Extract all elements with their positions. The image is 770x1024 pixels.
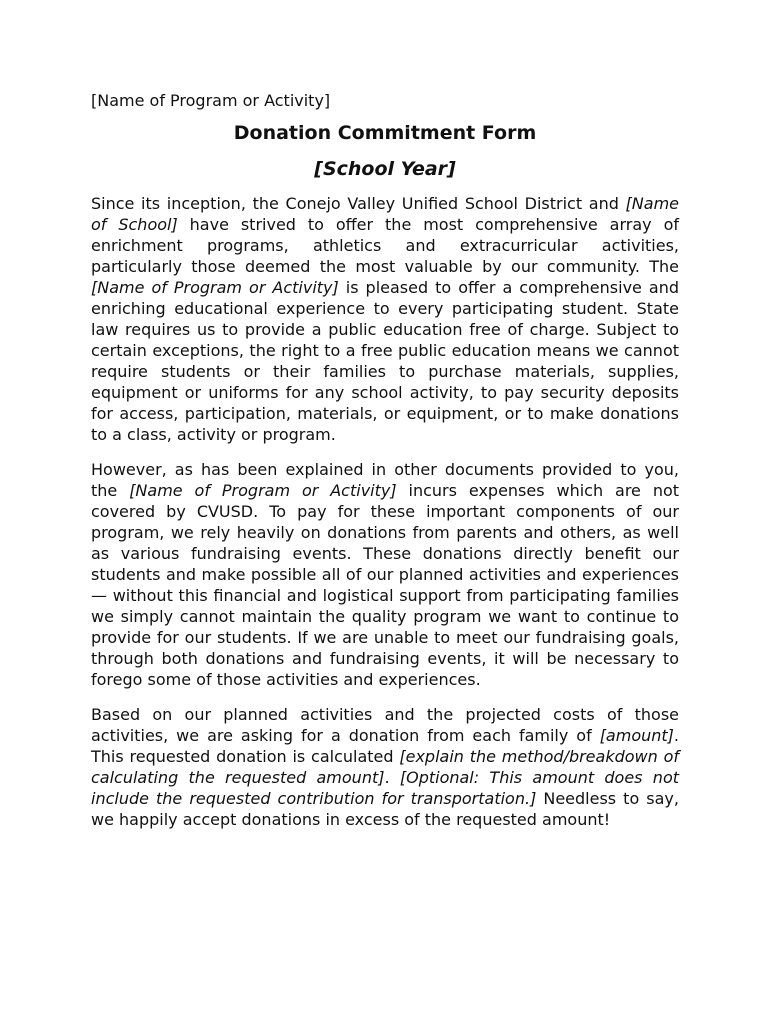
text-run: Since its inception, the Conejo Valley Unified School District and bbox=[91, 194, 626, 213]
text-run: . This requested donation is calculated bbox=[91, 726, 679, 766]
document-page bbox=[91, 90, 679, 844]
text-run: is pleased to offer a comprehensive and enriching educational experience to every participating student. State law requires us to provide a public education free of charge. Subject to certain exceptions, the right to a free public education means we cannot require students or their families to purchase materials, supplies, equipment or uniforms for any school activity, to pay security deposits for access, participation, materials, or equipment, or to make donations to a class, activity or program. bbox=[91, 278, 679, 444]
placeholder-program-name: [Name of Program or Activity] bbox=[91, 278, 339, 297]
placeholder-school-name: [Name of School] bbox=[91, 194, 679, 234]
text-run: . bbox=[384, 768, 400, 787]
text-run: Based on our planned activities and the projected costs of those activities, we are asking for a donation from each family of bbox=[91, 705, 679, 745]
paragraph-donation-request bbox=[91, 704, 679, 830]
text-run: Needless to say, we happily accept donations in excess of the requested amount! bbox=[91, 789, 679, 829]
paragraph-expenses bbox=[91, 459, 679, 690]
placeholder-transportation-note: [Optional: This amount does not include the requested contribution for transportation.] bbox=[91, 768, 679, 808]
placeholder-amount: [amount] bbox=[599, 726, 674, 745]
text-run: However, as has been explained in other documents provided to you, the bbox=[91, 460, 679, 500]
text-run: incurs expenses which are not covered by CVUSD. To pay for these important components of our program, we rely heavily on donations from parents and others, as well as various fundraising events. These donations directly benefit our students and make possible all of our planned activities and experiences — without this financial and logistical support from participating families we simply cannot maintain the quality program we want to continue to provide for our students. If we are unable to meet our fundraising goals, through both donations and fundraising events, it will be necessary to forego some of those activities and experiences. bbox=[91, 481, 680, 689]
text-run: have strived to offer the most comprehensive array of enrichment programs, athletics and extracurricular activities, particularly those deemed the most valuable by our community. The bbox=[91, 215, 679, 276]
school-year-subtitle: [School Year] bbox=[314, 158, 456, 180]
form-title: Donation Commitment Form bbox=[233, 122, 537, 144]
placeholder-program-name: [Name of Program or Activity] bbox=[129, 481, 397, 500]
paragraph-intro bbox=[91, 193, 679, 445]
program-name-header: [Name of Program or Activity] bbox=[91, 91, 331, 110]
placeholder-calculation-method: [explain the method/breakdown of calculating the requested amount] bbox=[91, 747, 679, 787]
